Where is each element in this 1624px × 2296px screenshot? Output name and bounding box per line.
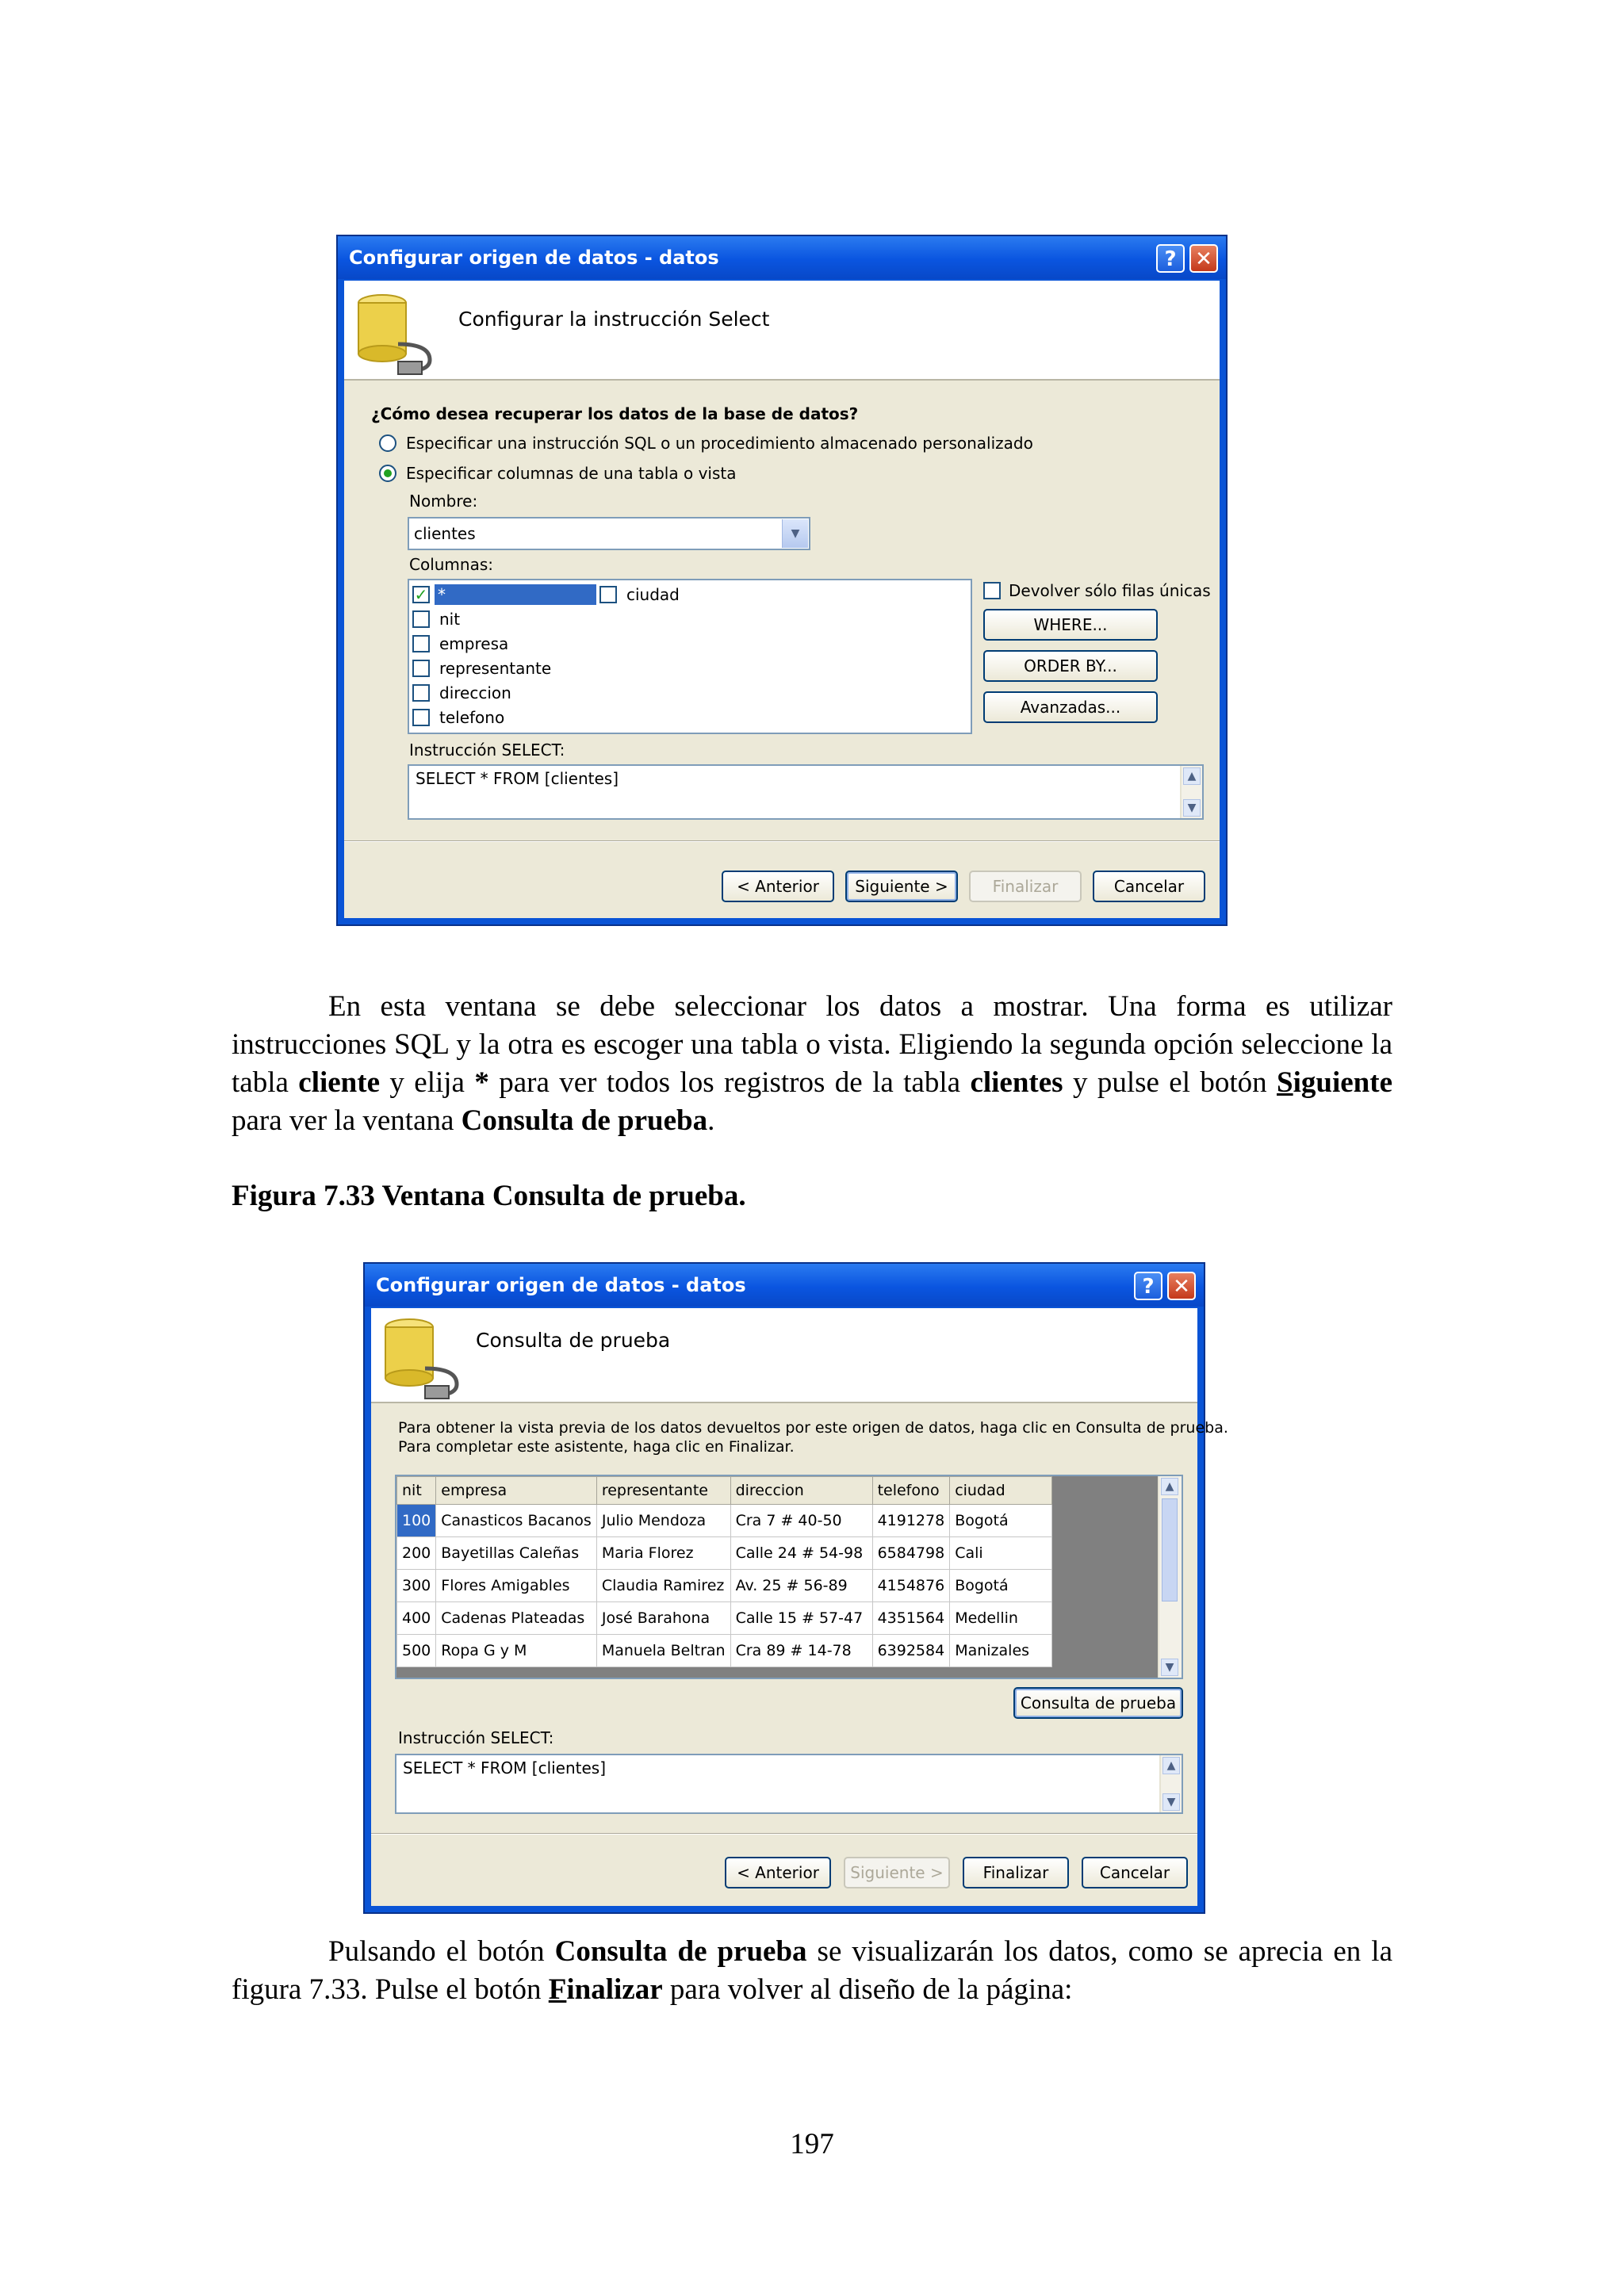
table-cell: Calle 24 # 54-98	[730, 1537, 872, 1570]
scroll-up-icon[interactable]: ▲	[1162, 1757, 1180, 1774]
table-cell: 6584798	[872, 1537, 950, 1570]
table-row[interactable]	[397, 1505, 1052, 1537]
preview-grid[interactable]	[395, 1475, 1183, 1679]
test-query-dialog	[363, 1262, 1228, 1914]
bold-text: Consulta de prueba	[461, 1104, 708, 1137]
bold-text: Consulta de prueba	[554, 1935, 807, 1968]
table-cell: Bayetillas Caleñas	[436, 1537, 597, 1570]
column-header[interactable]: representante	[596, 1477, 730, 1505]
checkbox-icon[interactable]	[412, 635, 430, 652]
table-cell: 100	[397, 1505, 436, 1537]
column-label: telefono	[439, 708, 505, 727]
test-query-button[interactable]: Consulta de prueba	[1013, 1687, 1183, 1719]
configure-select-dialog	[336, 235, 1228, 926]
bold-text: inalizar	[566, 1973, 663, 2006]
table-cell: Manuela Beltran	[596, 1635, 730, 1667]
column-header[interactable]: ciudad	[950, 1477, 1052, 1505]
table-cell: Bogotá	[950, 1570, 1052, 1602]
dialog-title-bar	[338, 236, 1226, 279]
select-scrollbar[interactable]	[1159, 1755, 1182, 1812]
columns-list[interactable]	[408, 579, 972, 734]
database-icon	[350, 289, 446, 376]
table-cell: Medellin	[950, 1602, 1052, 1635]
scroll-down-icon[interactable]: ▼	[1162, 1793, 1180, 1811]
table-cell: Cali	[950, 1537, 1052, 1570]
table-cell: Av. 25 # 56-89	[730, 1570, 872, 1602]
header-title: Consulta de prueba	[476, 1329, 671, 1352]
text: para ver todos los registros de la tabla	[488, 1066, 971, 1099]
dialog-title-bar	[365, 1264, 1204, 1307]
column-item[interactable]	[412, 682, 650, 704]
help-icon[interactable]: ?	[1156, 244, 1185, 273]
column-label: representante	[439, 659, 552, 678]
dialog-body	[371, 1308, 1228, 1906]
previous-button[interactable]: < Anterior	[722, 871, 834, 902]
table-cell: Cra 7 # 40-50	[730, 1505, 872, 1537]
table-cell: José Barahona	[596, 1602, 730, 1635]
column-label: ciudad	[626, 585, 680, 604]
table-cell: 200	[397, 1537, 436, 1570]
bold-text: clientes	[970, 1066, 1063, 1099]
column-label: empresa	[439, 634, 509, 653]
text: y pulse el botón	[1063, 1066, 1277, 1099]
text: se visualizarán los datos, como se aprecia en la figura 7.33. Pulse el botón	[232, 1935, 1392, 2006]
close-icon[interactable]: ✕	[1167, 1272, 1196, 1300]
select-textbox[interactable]	[395, 1754, 1183, 1814]
checkbox-icon[interactable]	[412, 709, 430, 726]
scroll-up-icon[interactable]: ▲	[1183, 767, 1201, 785]
select-label: Instrucción SELECT:	[409, 740, 565, 760]
paragraph-2	[232, 1933, 1392, 2009]
sql-radio[interactable]	[379, 434, 396, 452]
question-label: ¿Cómo desea recuperar los datos de la base de datos?	[371, 404, 859, 423]
finish-button[interactable]: Finalizar	[963, 1857, 1069, 1888]
table-cell: Claudia Ramirez	[596, 1570, 730, 1602]
scroll-thumb[interactable]	[1162, 1498, 1178, 1601]
column-label: *	[435, 584, 596, 605]
distinct-label: Devolver sólo filas únicas	[1009, 581, 1211, 600]
table-cell: Cra 89 # 14-78	[730, 1635, 872, 1667]
help-icon[interactable]: ?	[1134, 1272, 1162, 1300]
cancel-button[interactable]: Cancelar	[1093, 871, 1205, 902]
preview-table	[396, 1476, 1052, 1667]
sql-option-label: Especificar una instrucción SQL o un procedimiento almacenado personalizado	[406, 434, 1033, 453]
table-cell: 4351564	[872, 1602, 950, 1635]
column-item[interactable]	[412, 633, 650, 655]
table-row[interactable]	[397, 1570, 1052, 1602]
checkbox-icon[interactable]	[412, 684, 430, 702]
table-name-value: clientes	[414, 524, 476, 543]
next-button[interactable]: Siguiente >	[845, 871, 958, 902]
wizard-header	[344, 281, 1220, 381]
column-label: nit	[439, 610, 461, 629]
footer-divider	[344, 840, 1220, 842]
advanced-button[interactable]: Avanzadas...	[983, 691, 1158, 723]
checkbox-icon[interactable]	[599, 586, 617, 603]
scroll-down-icon[interactable]: ▼	[1161, 1659, 1178, 1676]
table-cell: Cadenas Plateadas	[436, 1602, 597, 1635]
table-cell: Maria Florez	[596, 1537, 730, 1570]
table-cell: Manizales	[950, 1635, 1052, 1667]
columnas-label: Columnas:	[409, 555, 494, 574]
scroll-down-icon[interactable]: ▼	[1183, 799, 1201, 817]
table-cell: Calle 15 # 57-47	[730, 1602, 872, 1635]
chevron-down-icon[interactable]: ▼	[782, 519, 808, 548]
column-header[interactable]: empresa	[436, 1477, 597, 1505]
bold-text: cliente	[298, 1066, 381, 1099]
select-label: Instrucción SELECT:	[398, 1728, 554, 1747]
header-title: Configurar la instrucción Select	[458, 308, 770, 331]
table-row[interactable]	[397, 1537, 1052, 1570]
table-cell: 4154876	[872, 1570, 950, 1602]
column-header[interactable]: direccion	[730, 1477, 872, 1505]
table-cell: 4191278	[872, 1505, 950, 1537]
checkbox-icon[interactable]	[412, 610, 430, 628]
finish-button[interactable]: Finalizar	[969, 871, 1082, 902]
table-cell: 400	[397, 1602, 436, 1635]
bold-text: iguiente	[1293, 1066, 1392, 1099]
database-icon	[377, 1313, 473, 1400]
column-item[interactable]	[412, 608, 650, 630]
table-row[interactable]	[397, 1602, 1052, 1635]
nombre-label: Nombre:	[409, 492, 478, 511]
dialog-title: Configurar origen de datos - datos	[349, 247, 719, 269]
distinct-checkbox[interactable]	[983, 582, 1001, 599]
where-button[interactable]: WHERE...	[983, 609, 1158, 641]
dialog-title: Configurar origen de datos - datos	[376, 1274, 746, 1296]
description-line-2: Para completar este asistente, haga clic en Finalizar.	[398, 1438, 795, 1456]
figure-caption: Figura 7.33 Ventana Consulta de prueba.	[232, 1180, 746, 1212]
column-header[interactable]: telefono	[872, 1477, 950, 1505]
paragraph-1	[232, 988, 1392, 1140]
table-cell: 500	[397, 1635, 436, 1667]
select-scrollbar[interactable]	[1180, 766, 1202, 818]
columns-option-label: Especificar columnas de una tabla o vista	[406, 464, 737, 483]
checkbox-icon[interactable]	[412, 660, 430, 677]
columns-radio[interactable]	[379, 465, 396, 482]
text: y elija	[380, 1066, 475, 1099]
next-button[interactable]: Siguiente >	[844, 1857, 950, 1888]
column-item[interactable]	[599, 584, 758, 606]
column-header[interactable]: nit	[397, 1477, 436, 1505]
grid-scrollbar[interactable]	[1158, 1476, 1182, 1678]
table-cell: Flores Amigables	[436, 1570, 597, 1602]
table-name-select[interactable]	[408, 517, 810, 550]
footer-divider	[371, 1833, 1197, 1835]
order-by-button[interactable]: ORDER BY...	[983, 650, 1158, 682]
column-label: direccion	[439, 683, 511, 702]
text: para volver al diseño de la página:	[662, 1973, 1073, 2006]
column-item[interactable]	[412, 706, 650, 729]
bold-underlined-text: F	[548, 1973, 567, 2006]
select-text: SELECT * FROM [clientes]	[403, 1758, 607, 1777]
column-item[interactable]	[412, 657, 650, 679]
table-cell: Ropa G y M	[436, 1635, 597, 1667]
table-cell: Bogotá	[950, 1505, 1052, 1537]
table-cell: Canasticos Bacanos	[436, 1505, 597, 1537]
text: .	[707, 1104, 715, 1137]
close-icon[interactable]: ✕	[1189, 244, 1218, 273]
table-cell: 300	[397, 1570, 436, 1602]
table-cell: Julio Mendoza	[596, 1505, 730, 1537]
wizard-header	[371, 1308, 1197, 1403]
text: para ver la ventana	[232, 1104, 462, 1137]
checkbox-checked-icon[interactable]: ✓	[412, 586, 430, 603]
select-textbox[interactable]	[408, 764, 1204, 820]
dialog-body	[344, 281, 1220, 918]
table-cell: 6392584	[872, 1635, 950, 1667]
scroll-up-icon[interactable]: ▲	[1161, 1478, 1178, 1495]
table-header-row	[397, 1477, 1052, 1505]
table-row[interactable]	[397, 1635, 1052, 1667]
description-line-1: Para obtener la vista previa de los datos devueltos por este origen de datos, haga clic en Consulta de prueba.	[398, 1419, 1228, 1437]
cancel-button[interactable]: Cancelar	[1082, 1857, 1188, 1888]
previous-button[interactable]: < Anterior	[725, 1857, 831, 1888]
select-text: SELECT * FROM [clientes]	[416, 769, 619, 788]
bold-text: *	[474, 1066, 489, 1099]
text: Pulsando el botón	[328, 1935, 555, 1968]
page-number: 197	[790, 2128, 834, 2160]
bold-underlined-text: S	[1277, 1066, 1293, 1099]
text: En esta ventana se debe seleccionar los datos a mostrar. Una forma es utilizar instrucciones SQL y la otra es escoger una tabla o vista. Eligiendo la segunda opción seleccione la tabla	[232, 990, 1392, 1099]
